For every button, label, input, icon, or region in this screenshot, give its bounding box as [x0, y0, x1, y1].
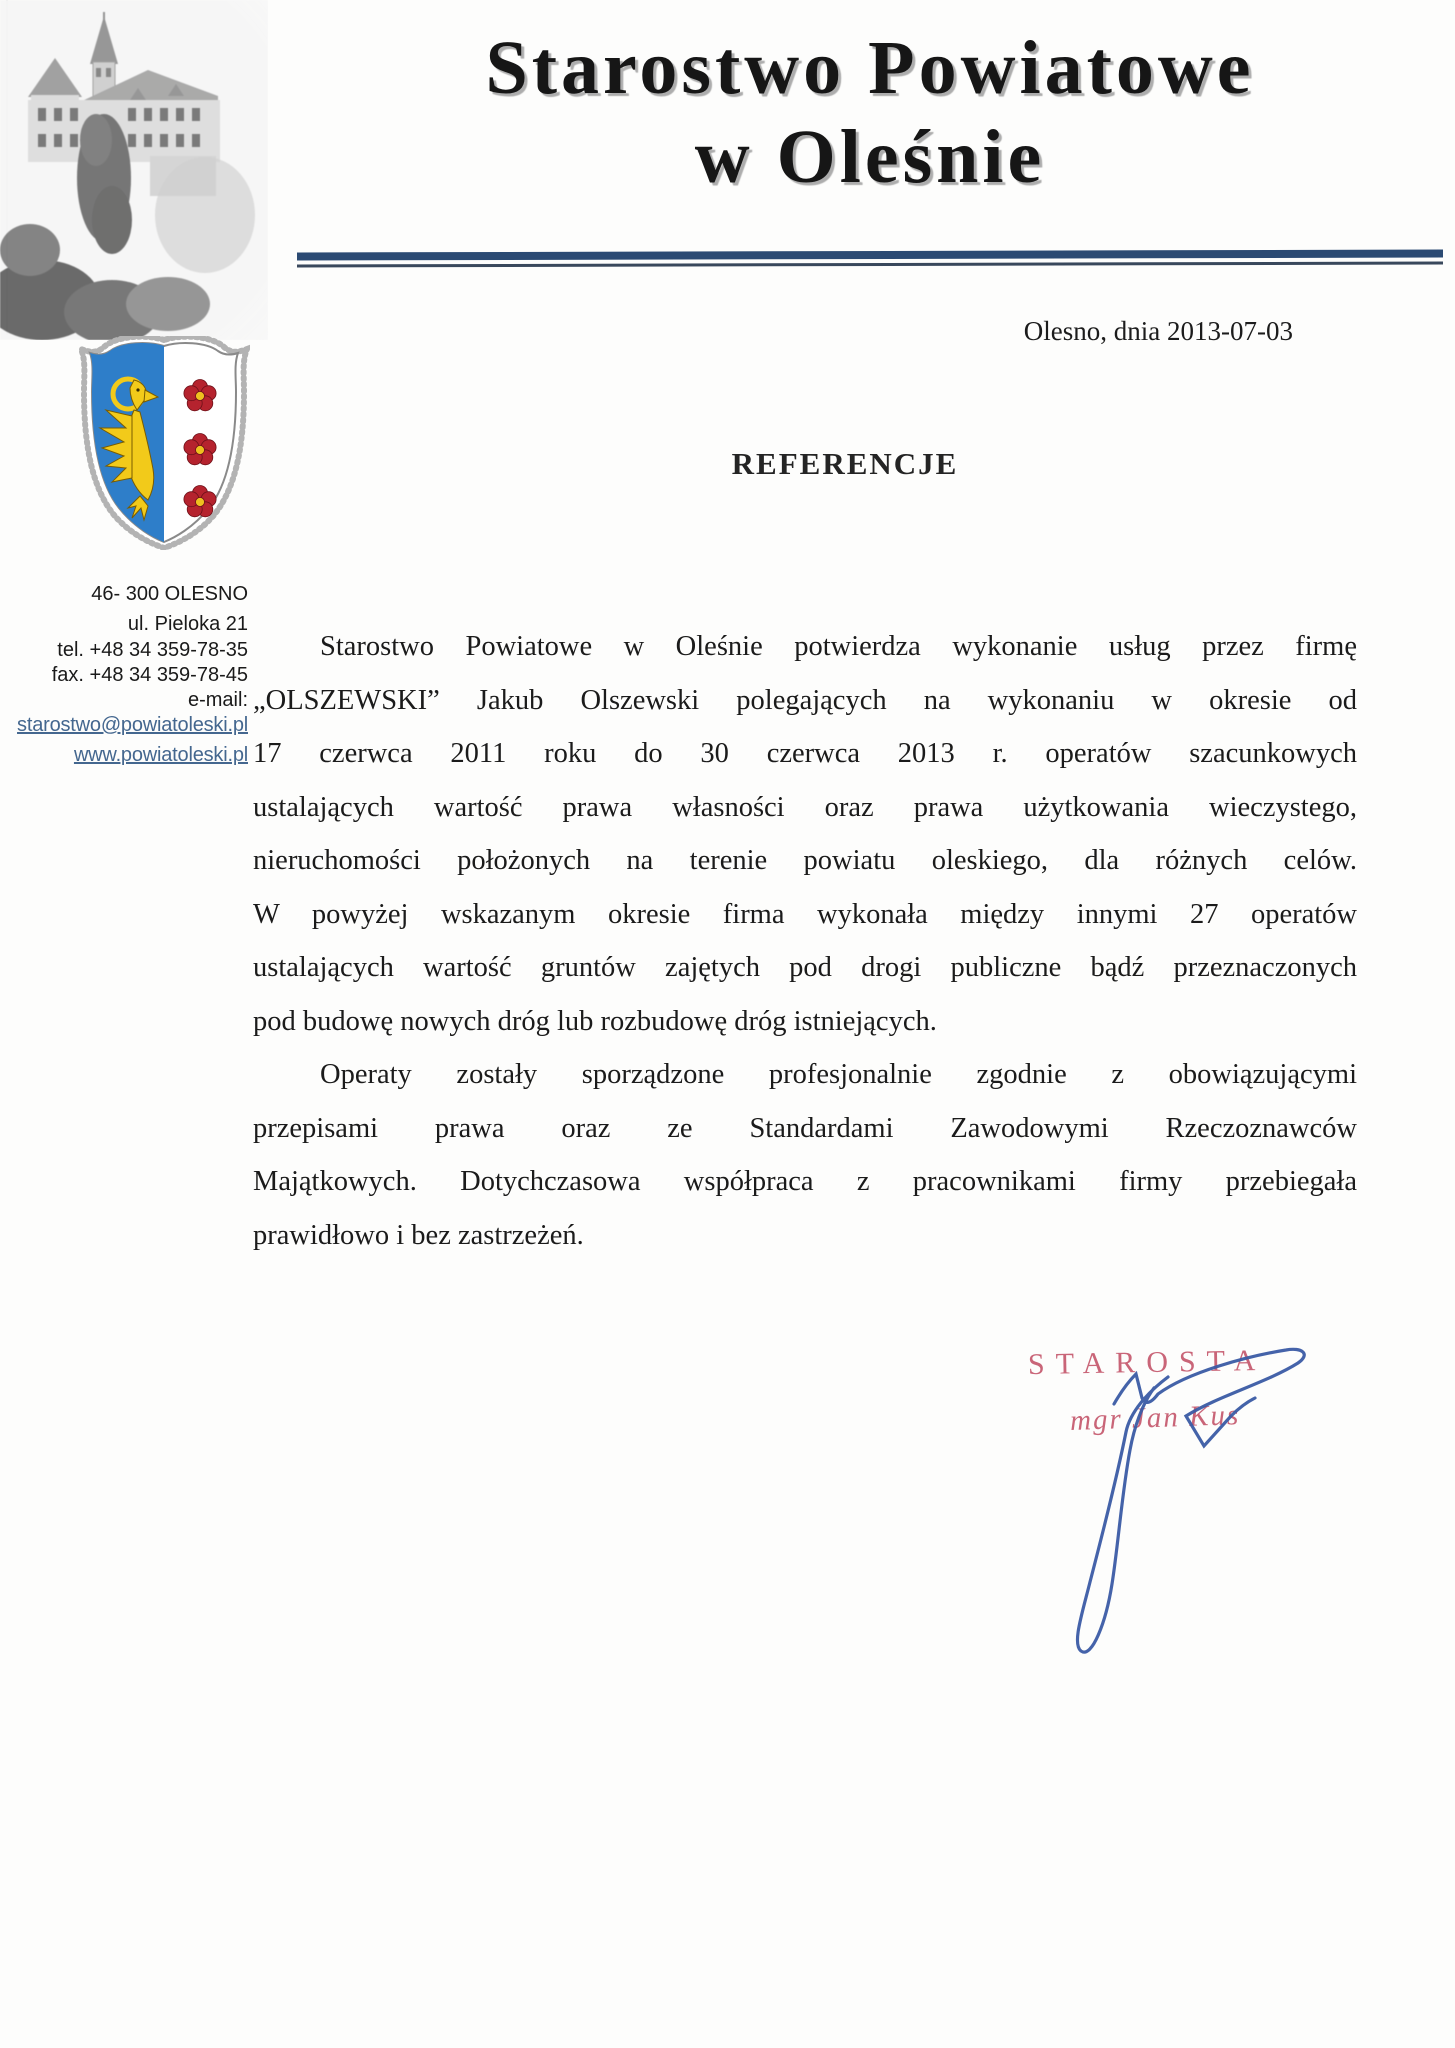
sender-email-label: e-mail:	[187, 689, 248, 711]
coat-of-arms-icon	[78, 336, 250, 550]
starosta-stamp-title: STAROSTA	[1027, 1343, 1267, 1382]
document-title: REFERENCJE	[731, 446, 959, 481]
sender-tel: tel. +48 34 359-78-35	[57, 639, 248, 661]
body-line: nieruchomości położonych na terenie powiatu oleskiego, dla różnych celów.	[253, 845, 1357, 876]
handwritten-signature-icon	[1018, 1332, 1348, 1662]
header-rule-thin	[297, 261, 1443, 267]
body-line: ustalających wartość prawa własności oraz prawa użytkowania wieczystego,	[253, 791, 1357, 823]
letter-body	[253, 620, 1357, 1262]
body-line: „OLSZEWSKI” Jakub Olszewski polegających na wykonaniu w okresie od	[253, 684, 1357, 716]
body-line: W powyżej wskazanym okresie firma wykonała między innymi 27 operatów	[253, 898, 1357, 930]
body-line: prawidłowo i bez zastrzeżeń.	[253, 1219, 584, 1251]
starosta-stamp-name: mgr Jan Kus	[1069, 1399, 1241, 1437]
sender-postal-city: 46- 300 OLESNO	[91, 583, 248, 605]
letterhead-building-photo-icon	[0, 0, 268, 340]
body-line: Operaty zostały sporządzone profesjonalnie zgodnie z obowiązującymi	[320, 1059, 1357, 1090]
date-line: Olesno, dnia 2013-07-03	[1023, 316, 1293, 346]
sender-street: ul. Pieloka 21	[127, 613, 248, 635]
body-line: ustalających wartość gruntów zajętych pod drogi publiczne bądź przeznaczonych	[253, 952, 1357, 983]
sender-fax: fax. +48 34 359-78-45	[51, 664, 248, 686]
body-line: przepisami prawa oraz ze Standardami Zawodowymi Rzeczoznawców	[253, 1112, 1357, 1144]
letterhead-title-line1: Starostwo Powiatowe	[485, 26, 1255, 110]
sender-email-link: starostwo@powiatoleski.pl	[17, 714, 248, 736]
sender-www-link: www.powiatoleski.pl	[73, 744, 248, 766]
letterhead-title	[295, 22, 1445, 200]
body-line: pod budowę nowych dróg lub rozbudowę dróg istniejących.	[253, 1005, 937, 1037]
header-rule-thick	[297, 249, 1443, 260]
body-line: Majątkowych. Dotychczasowa współpraca z pracownikami firmy przebiegała	[253, 1166, 1357, 1197]
body-line: 17 czerwca 2011 roku do 30 czerwca 2013 r. operatów szacunkowych	[253, 738, 1357, 769]
body-line: Starostwo Powiatowe w Oleśnie potwierdza wykonanie usług przez firmę	[320, 631, 1357, 662]
letterhead-title-line2: w Oleśnie	[694, 115, 1046, 199]
